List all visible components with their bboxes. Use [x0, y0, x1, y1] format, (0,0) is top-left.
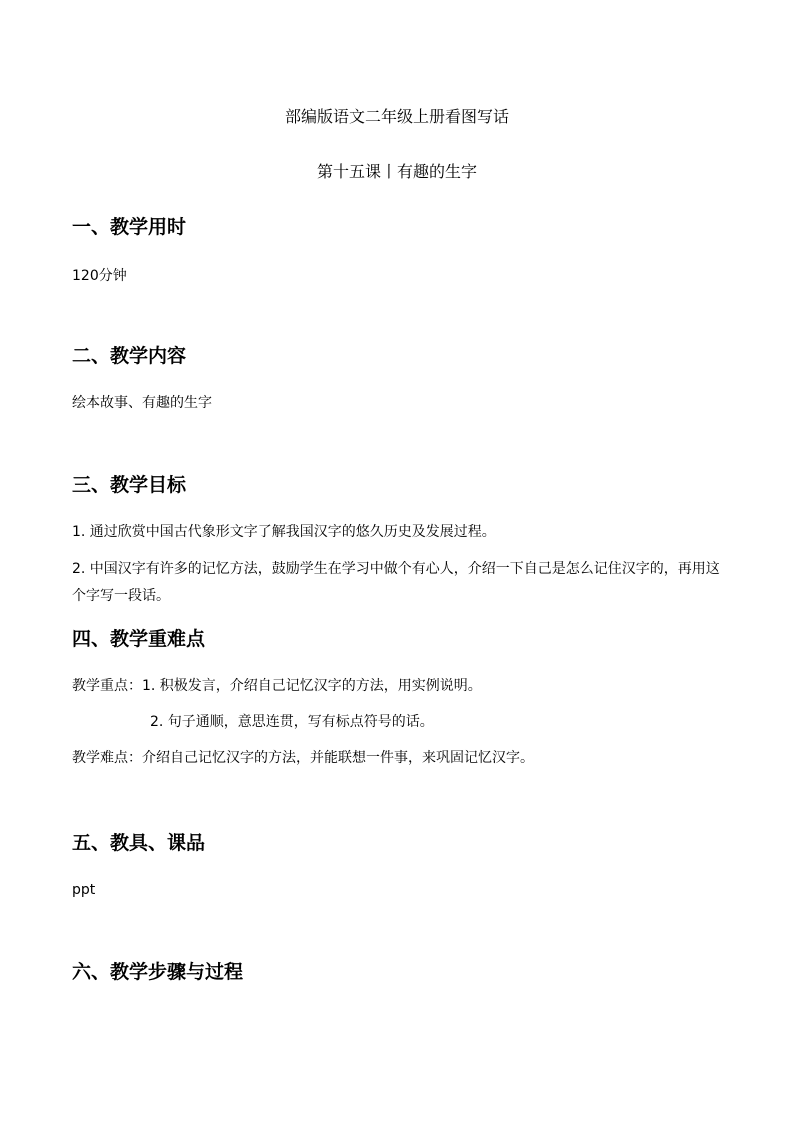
- section-body-teaching-aids: ppt: [72, 882, 96, 898]
- section-heading-teaching-time: 一、教学用时: [72, 216, 187, 238]
- document-subtitle: 第十五课丨有趣的生字: [316, 162, 477, 181]
- section-body-teaching-content: 绘本故事、有趣的生字: [72, 395, 212, 411]
- goal-item-1: 1. 通过欣赏中国古代象形文字了解我国汉字的悠久历史及发展过程。: [72, 524, 496, 540]
- section-heading-teaching-aids: 五、教具、课品: [72, 832, 206, 854]
- section-heading-teaching-steps: 六、教学步骤与过程: [72, 961, 244, 983]
- section-heading-teaching-goals: 三、教学目标: [72, 474, 187, 496]
- difficult-point: 教学难点：介绍自己记忆汉字的方法，并能联想一件事，来巩固记忆汉字。: [72, 750, 534, 766]
- goal-item-2: 2. 中国汉字有许多的记忆方法，鼓励学生在学习中做个有心人，介绍一下自己是怎么记住汉字的，再用这个字写一段话。: [72, 561, 720, 604]
- section-heading-key-difficult-points: 四、教学重难点: [72, 628, 206, 650]
- section-heading-teaching-content: 二、教学内容: [72, 345, 187, 367]
- section-body-teaching-time: 120分钟: [72, 268, 127, 284]
- key-point-2: 2. 句子通顺，意思连贯，写有标点符号的话。: [150, 714, 434, 730]
- key-point-1: 教学重点：1. 积极发言，介绍自己记忆汉字的方法，用实例说明。: [72, 678, 482, 694]
- document-title: 部编版语文二年级上册看图写话: [284, 107, 509, 126]
